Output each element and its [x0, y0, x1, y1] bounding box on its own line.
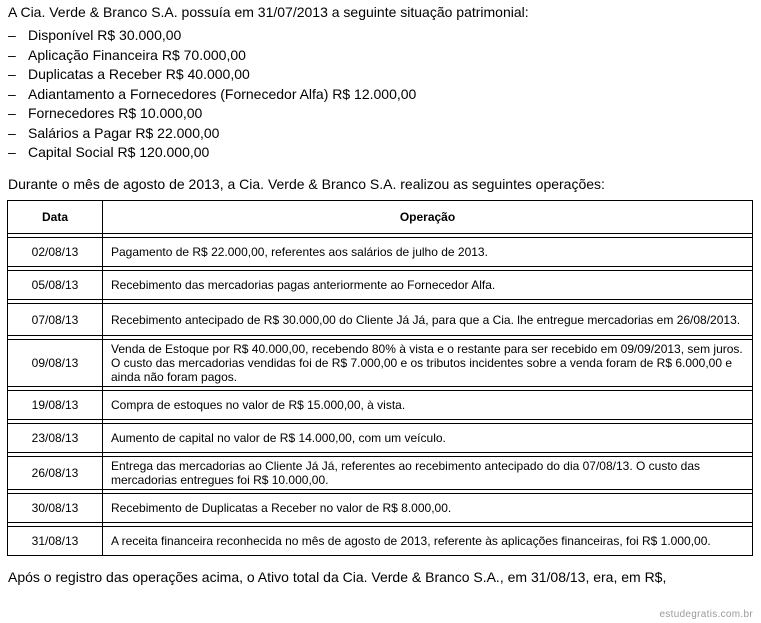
row-operation: Entrega das mercadorias ao Cliente Já Já, referentes ao recebimento antecipado do dia 07/08/13. O custo das mercadorias entregues foi R$ 10.000,00.	[103, 457, 753, 490]
row-operation: Compra de estoques no valor de R$ 15.000,00, à vista.	[103, 391, 753, 420]
dash-bullet: –	[8, 85, 16, 102]
list-item	[8, 143, 416, 163]
watermark: estudegratis.com.br	[659, 609, 753, 620]
row-operation: Pagamento de R$ 22.000,00, referentes aos salários de julho de 2013.	[103, 238, 753, 267]
row-operation: Recebimento de Duplicatas a Receber no valor de R$ 8.000,00.	[103, 494, 753, 523]
row-operation: Venda de Estoque por R$ 40.000,00, recebendo 80% à vista e o restante para ser recebido em 09/09/2013, sem juros. O custo das mercadorias vendidas foi de R$ 7.000,00 e os tributos incidentes sobre a venda foram de R$ 6.000,00 e ainda não foram pagos.	[103, 340, 753, 387]
intro-text: A Cia. Verde & Branco S.A. possuía em 31/07/2013 a seguinte situação patrimonial:	[8, 4, 529, 20]
row-date: 30/08/13	[8, 494, 103, 523]
balance-items-list	[8, 26, 416, 163]
list-item	[8, 85, 416, 105]
dash-bullet: –	[8, 144, 16, 160]
list-item	[8, 124, 416, 144]
row-date: 31/08/13	[8, 527, 103, 556]
dash-bullet: –	[8, 46, 16, 63]
table-header-row	[8, 201, 753, 234]
row-operation: Recebimento das mercadorias pagas anteriormente ao Fornecedor Alfa.	[103, 271, 753, 300]
list-item	[8, 104, 416, 124]
operations-lead-text: Durante o mês de agosto de 2013, a Cia. Verde & Branco S.A. realizou as seguintes operações:	[8, 176, 605, 192]
row-operation: Aumento de capital no valor de R$ 14.000,00, com um veículo.	[103, 424, 753, 453]
row-operation: Recebimento antecipado de R$ 30.000,00 do Cliente Já Já, para que a Cia. lhe entregue mercadorias em 26/08/2013.	[103, 304, 753, 336]
table-row	[8, 340, 753, 387]
row-date: 05/08/13	[8, 271, 103, 300]
header-operation: Operação	[103, 201, 753, 234]
list-item-text: Disponível R$ 30.000,00	[28, 27, 182, 43]
header-date: Data	[8, 201, 103, 234]
table-row	[8, 238, 753, 267]
list-item-text: Salários a Pagar R$ 22.000,00	[28, 124, 220, 141]
list-item-text: Capital Social R$ 120.000,00	[28, 144, 210, 160]
dash-bullet: –	[8, 124, 16, 141]
table-row	[8, 391, 753, 420]
row-date: 19/08/13	[8, 391, 103, 420]
row-date: 09/08/13	[8, 340, 103, 387]
list-item	[8, 46, 416, 66]
list-item-text: Fornecedores R$ 10.000,00	[28, 105, 203, 121]
table-row	[8, 424, 753, 453]
row-date: 26/08/13	[8, 457, 103, 490]
table-row	[8, 271, 753, 300]
row-operation: A receita financeira reconhecida no mês de agosto de 2013, referente às aplicações financeiras, foi R$ 1.000,00.	[103, 527, 753, 556]
table-row	[8, 494, 753, 523]
list-item-text: Duplicatas a Receber R$ 40.000,00	[28, 66, 250, 82]
dash-bullet: –	[8, 27, 16, 43]
row-date: 07/08/13	[8, 304, 103, 336]
table-row	[8, 457, 753, 490]
row-date: 02/08/13	[8, 238, 103, 267]
dash-bullet: –	[8, 105, 16, 121]
dash-bullet: –	[8, 66, 16, 82]
table-row	[8, 304, 753, 336]
list-item	[8, 65, 416, 85]
list-item	[8, 26, 416, 46]
operations-table	[7, 200, 753, 556]
row-date: 23/08/13	[8, 424, 103, 453]
table-row	[8, 527, 753, 556]
list-item-text: Aplicação Financeira R$ 70.000,00	[28, 46, 246, 63]
list-item-text: Adiantamento a Fornecedores (Fornecedor Alfa) R$ 12.000,00	[28, 85, 417, 102]
question-text: Após o registro das operações acima, o Ativo total da Cia. Verde & Branco S.A., em 31/08/13, era, em R$,	[8, 569, 667, 585]
